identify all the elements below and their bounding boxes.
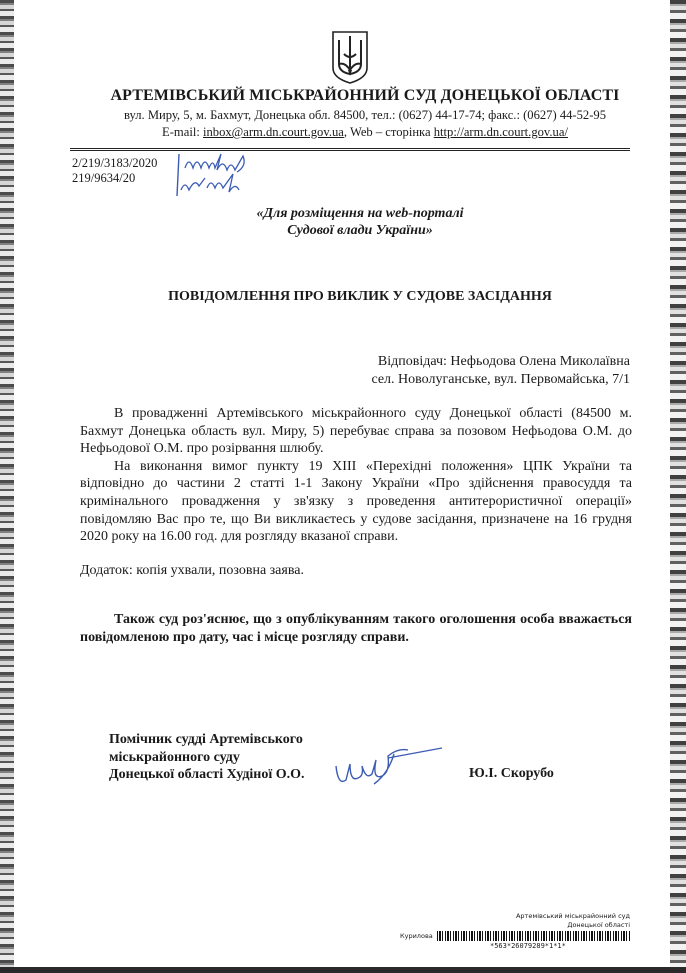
- respondent-address: сел. Новолуганське, вул. Первомайська, 7/1: [371, 372, 630, 387]
- signer-block: [109, 731, 305, 784]
- scan-edge-right: [670, 0, 686, 973]
- signer-line-3: Донецької області Худіної О.О.: [109, 767, 305, 782]
- signer-line-1: Помічник судді Артемівського: [109, 732, 303, 747]
- body-paragraph-1: В провадженні Артемівського міськрайонного суду Донецької області (84500 м. Бахмут Донецька область вул. Миру, 5) перебуває справа за позовом Нефьодова О.М. до Нефьодової О.М. про розірвання шлюбу.: [80, 406, 632, 457]
- handwritten-registration-note: [175, 150, 285, 200]
- stamp-line-2: Донецької області: [567, 921, 630, 929]
- barcode-icon: [437, 931, 630, 941]
- email-label: E-mail:: [162, 125, 200, 139]
- notice-body: [80, 405, 632, 546]
- stamp-line-1: Артемівський міськрайонний суд: [515, 912, 630, 920]
- web-link[interactable]: http://arm.dn.court.gov.ua/: [433, 125, 568, 139]
- attachment-line: Додаток: копія ухвали, позовна заява.: [80, 563, 304, 578]
- web-note-line-2: Судової влади України»: [287, 223, 433, 238]
- registry-stamp: [430, 912, 630, 930]
- signer-line-2: міськрайонного суду: [109, 749, 240, 765]
- body-paragraph-2: На виконання вимог пункту 19 ХІІІ «Перехідні положення» ЦПК України та відповідно до частини 2 статті 1-1 Закону України «Про здійснення правосуддя та кримінального провадження у зв'язку з проведення антитерористичної операції» повідомляю Вас про те, що Ви викликаєтесь у судове засідання, призначене на 16 грудня 2020 року на 16.00 год. для розгляду вказаної справи.: [80, 458, 632, 545]
- handwritten-signature: [330, 738, 450, 798]
- respondent-block: [371, 353, 630, 389]
- barcode-number: *563*26079289*1*1*: [490, 942, 566, 950]
- document-title: ПОВІДОМЛЕННЯ ПРО ВИКЛИК У СУДОВЕ ЗАСІДАННЯ: [168, 289, 552, 304]
- coat-of-arms-icon: [331, 30, 369, 84]
- case-references: [72, 156, 157, 186]
- email-link[interactable]: inbox@arm.dn.court.gov.ua: [202, 125, 344, 139]
- header-divider: [70, 148, 630, 151]
- clerk-name: Курилова: [400, 932, 433, 940]
- signer-name: Ю.І. Скорубо: [469, 766, 554, 781]
- scan-edge-left: [0, 0, 14, 973]
- case-ref-2: 219/9634/20: [72, 171, 136, 185]
- barcode-row: [400, 930, 630, 942]
- web-label: , Web – сторінка: [343, 125, 431, 139]
- scan-edge-bottom: [0, 967, 686, 973]
- web-portal-note: [60, 205, 660, 239]
- web-note-line-1: «Для розміщення на web-порталі: [256, 206, 464, 221]
- court-address: вул. Миру, 5, м. Бахмут, Донецька обл. 84500, тел.: (0627) 44-17-74; факс.: (0627) 44-52-95: [123, 108, 606, 122]
- case-ref-1: 2/219/3183/2020: [72, 156, 158, 170]
- publication-warning: Також суд роз'яснює, що з опублікуванням такого оголошення особа вважається повідомленою про дату, час і місце розгляду справи.: [80, 612, 632, 645]
- respondent-name: Відповідач: Нефьодова Олена Миколаївна: [377, 354, 630, 369]
- contact-line: [60, 125, 670, 140]
- court-name: АРТЕМІВСЬКИЙ МІСЬКРАЙОННИЙ СУД ДОНЕЦЬКОЇ ОБЛАСТІ: [110, 87, 620, 104]
